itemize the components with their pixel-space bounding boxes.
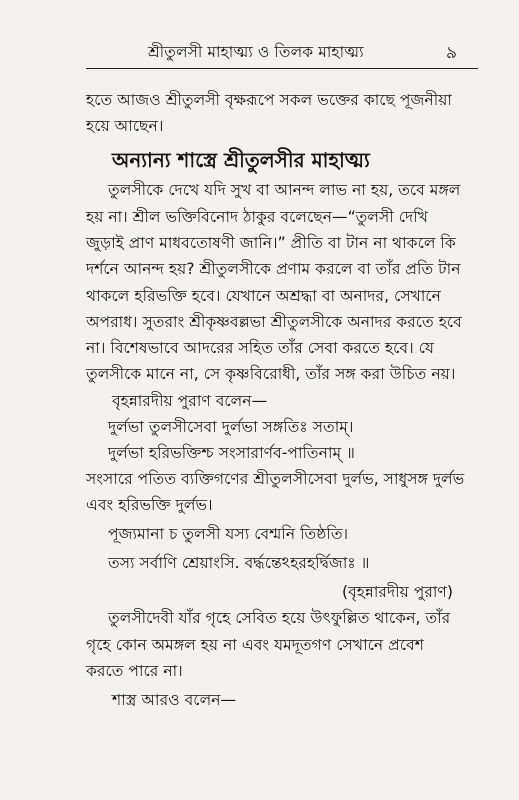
header-rule xyxy=(86,68,478,69)
text-line: শাস্ত্র আরও বলেন— xyxy=(112,691,237,709)
text-line: হতে আজও শ্রীতুলসী বৃক্ষরূপে সকল ভক্তের কাছে পূজনীয়া xyxy=(86,91,452,109)
text-line: করতে পারে না। xyxy=(86,662,183,680)
text-line: অপরাধ। সুতরাং শ্রীকৃষ্ণবল্লভা শ্রীতুলসীকে অনাদর করতে হবে xyxy=(86,313,462,331)
text-line: সংসারে পতিত ব্যক্তিগণের শ্রীতুলসীসেবা দুর্লভ, সাধুসঙ্গ দুর্লভ xyxy=(86,470,465,488)
text-line: থাকলে হরিভক্তি হবে। যেখানে অশ্রদ্ধা বা অনাদর, সেখানে xyxy=(86,287,441,305)
verse-line: দুর্লভা হরিভক্তিশ্চ সংসারার্ণব-পাতিনাম্‌ ॥ xyxy=(108,444,355,462)
text-line: গৃহে কোন অমঙ্গল হয় না এবং যমদূতগণ সেখানে প্রবেশ xyxy=(86,636,424,654)
text-line: হয় না। শ্রীল ভক্তিবিনোদ ঠাকুর বলেছেন—“তুলসী দেখি xyxy=(86,208,428,226)
page-number: ৯ xyxy=(446,43,458,63)
text-line: জুড়াই প্রাণ মাধবতোষণী জানি।” প্রীতি বা টান না থাকলে কি xyxy=(86,234,456,252)
text-line: না। বিশেষভাবে আদরের সহিত তাঁর সেবা করতে হবে। যে xyxy=(86,339,434,357)
verse-line: তস্য সর্বাণি শ্রেয়াংসি. বর্দ্ধন্তেঽহরহর্দ্বিজাঃ ॥ xyxy=(108,554,370,572)
text-line: এবং হরিভক্তি দুর্লভ। xyxy=(86,496,213,514)
text-line: তুলসীকে দেখে যদি সুখ বা আনন্দ লাভ না হয়, তবে মঙ্গল xyxy=(108,181,461,199)
text-line: হয়ে আছেন। xyxy=(86,117,164,135)
text-line: দর্শনে আনন্দ হয়? শ্রীতুলসীকে প্রণাম করলে বা তাঁর প্রতি টান xyxy=(86,260,461,278)
running-head: শ্রীতুলসী মাহাত্ম্য ও তিলক মাহাত্ম্য xyxy=(148,43,364,61)
text-line: বৃহন্নারদীয় পুরাণ বলেন— xyxy=(112,392,268,410)
verse-line: দুর্লভা তুলসীসেবা দুর্লভা সঙ্গতিঃ সতাম্‌। xyxy=(108,418,354,436)
text-line: তুলসীদেবী যাঁর গৃহে সেবিত হয়ে উৎফুল্লিত থাকেন, তাঁর xyxy=(108,609,451,627)
text-line: তুলসীকে মানে না, সে কৃষ্ণবিরোধী, তাঁর সঙ্গ করা উচিত নয়। xyxy=(86,365,456,383)
section-title: অন্যান্য শাস্ত্রে শ্রীতুলসীর মাহাত্ম্য xyxy=(112,148,370,172)
citation: (বৃহন্নারদীয় পুরাণ) xyxy=(342,583,453,601)
verse-line: পূজ্যমানা চ তুলসী যস্য বেশ্মনি তিষ্ঠতি। xyxy=(108,525,349,543)
